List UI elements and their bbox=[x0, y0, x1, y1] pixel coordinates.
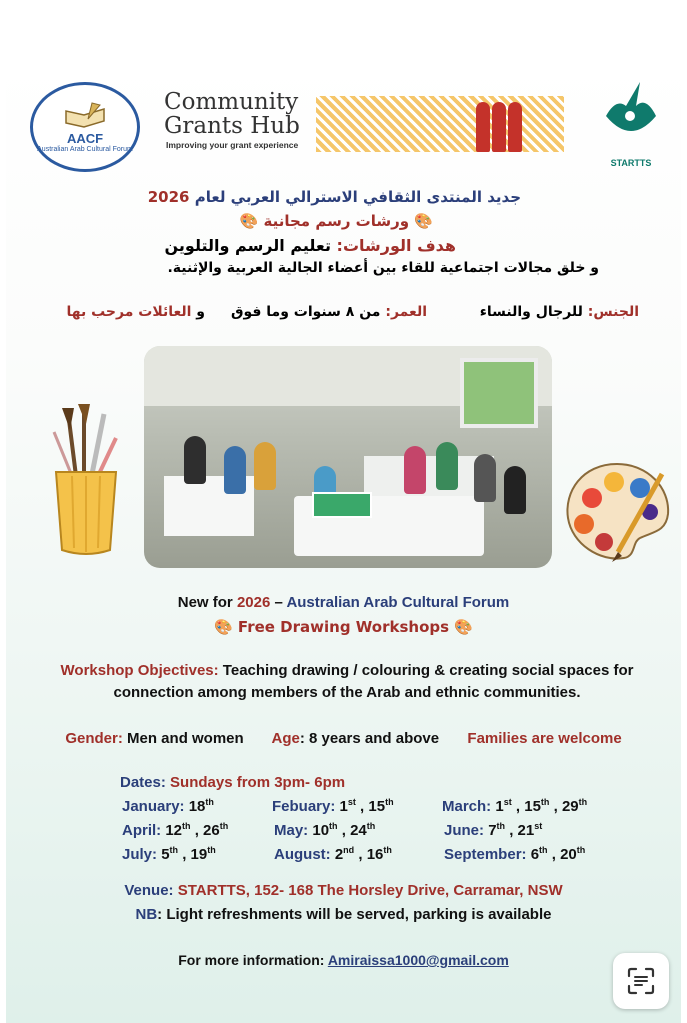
dates-value: Sundays from 3pm- 6pm bbox=[170, 774, 346, 791]
dates-grid bbox=[120, 797, 640, 869]
cgh-tagline: Improving your grant experience bbox=[166, 140, 299, 150]
date-suffix: th bbox=[383, 845, 392, 855]
date-suffix: th bbox=[540, 797, 550, 807]
cgh-line2: Grants Hub bbox=[164, 113, 300, 139]
date-day: 7 bbox=[488, 822, 497, 839]
arabic-age-key: العمر: bbox=[385, 304, 427, 320]
gender-age-row bbox=[6, 730, 681, 747]
date-suffix: th bbox=[207, 845, 216, 855]
date-suffix: th bbox=[169, 845, 179, 855]
age-value: : 8 years and above bbox=[299, 730, 440, 747]
arabic-goal-value: تعليم الرسم والتلوين bbox=[164, 236, 337, 255]
date-suffix: nd bbox=[343, 845, 355, 855]
date-day: 16 bbox=[366, 846, 384, 863]
workshop-illustration bbox=[144, 346, 552, 568]
arabic-gender-value: للرجال والنساء bbox=[479, 304, 588, 320]
arabic-age bbox=[231, 304, 427, 320]
arabic-families-prefix: و bbox=[191, 304, 205, 320]
month-label: July: bbox=[122, 846, 158, 863]
paint-palette-icon bbox=[562, 458, 672, 568]
arabic-goal bbox=[165, 236, 456, 255]
date-suffix: th bbox=[385, 797, 394, 807]
date-suffix: th bbox=[576, 845, 586, 855]
families-welcome: Families are welcome bbox=[467, 730, 622, 747]
venue-line bbox=[6, 882, 681, 899]
month-label: Febuary: bbox=[272, 798, 336, 815]
english-org: Australian Arab Cultural Forum bbox=[286, 594, 510, 611]
date-day: 19 bbox=[190, 846, 208, 863]
english-new-for: New for bbox=[177, 594, 237, 611]
date-day: 15 bbox=[368, 798, 386, 815]
date-suffix: th bbox=[539, 845, 548, 855]
date-day: 12 bbox=[165, 822, 183, 839]
month-label: March: bbox=[442, 798, 492, 815]
date-day: 20 bbox=[560, 846, 577, 863]
community-grants-hub-logo bbox=[164, 90, 564, 160]
dates-heading bbox=[120, 774, 345, 791]
aacf-logo-text: AACF bbox=[66, 131, 104, 146]
arabic-families-value: العائلات مرحب بها bbox=[66, 304, 192, 320]
month-label: September: bbox=[444, 846, 527, 863]
cgh-title bbox=[164, 90, 300, 138]
arabic-title-text: جديد المنتدى الثقافي الاسترالي العربي لعام bbox=[194, 188, 521, 206]
month-label: August: bbox=[274, 846, 331, 863]
age-key: Age bbox=[271, 730, 300, 747]
date-august: August: 2nd , 16th bbox=[274, 845, 392, 863]
date-day: 1 bbox=[495, 798, 504, 815]
aacf-logo-ring-text: Australian Arab Cultural Forum bbox=[37, 146, 133, 153]
date-day: 1 bbox=[339, 798, 348, 815]
month-label: January: bbox=[122, 798, 185, 815]
month-label: April: bbox=[122, 822, 162, 839]
dates-key: Dates: bbox=[120, 774, 171, 791]
gender-key: Gender: bbox=[65, 730, 128, 747]
more-info-label: For more information: bbox=[178, 952, 328, 968]
workshop-objectives bbox=[32, 660, 662, 704]
workshop-poster bbox=[6, 62, 681, 1023]
date-suffix: th bbox=[182, 821, 191, 831]
date-june: June: 7th , 21st bbox=[444, 821, 543, 839]
venue-value: STARTTS, 152- 168 The Horsley Drive, Carramar, NSW bbox=[177, 882, 563, 899]
date-suffix: th bbox=[219, 821, 229, 831]
date-day: 29 bbox=[561, 798, 579, 815]
date-suffix: th bbox=[366, 821, 376, 831]
text-scan-button[interactable] bbox=[613, 953, 669, 1009]
email-link[interactable]: Amiraissa1000@gmail.com bbox=[327, 952, 509, 968]
date-july: July: 5th , 19th bbox=[122, 845, 216, 863]
objectives-value: Teaching drawing / colouring & creating social spaces for connection among members of the Arab and ethnic communities. bbox=[113, 662, 634, 701]
arabic-goal-key: هدف الورشات: bbox=[336, 236, 456, 255]
date-day: 26 bbox=[203, 822, 220, 839]
startts-label: STARTTS bbox=[610, 158, 652, 168]
date-september: September: 6th , 20th bbox=[444, 845, 586, 863]
aacf-logo bbox=[30, 82, 140, 172]
arabic-gender bbox=[480, 304, 639, 320]
date-day: 5 bbox=[161, 846, 170, 863]
arabic-title bbox=[148, 188, 521, 206]
cgh-line1: Community bbox=[164, 89, 299, 115]
dates-row bbox=[120, 797, 640, 821]
arabic-age-value: من ٨ سنوات وما فوق bbox=[230, 304, 386, 320]
date-suffix: st bbox=[347, 797, 356, 807]
english-dash: – bbox=[270, 594, 287, 611]
date-april: April: 12th , 26th bbox=[122, 821, 229, 839]
date-suffix: st bbox=[503, 797, 512, 807]
date-suffix: th bbox=[496, 821, 506, 831]
date-suffix: th bbox=[329, 821, 338, 831]
arabic-gender-key: الجنس: bbox=[587, 304, 639, 320]
date-suffix: th bbox=[205, 797, 214, 807]
date-may: May: 10th , 24th bbox=[274, 821, 376, 839]
date-day: 2 bbox=[334, 846, 344, 863]
english-title bbox=[6, 594, 681, 611]
startts-mark-icon bbox=[596, 76, 666, 156]
date-february: Febuary: 1st , 15th bbox=[272, 797, 394, 815]
date-suffix: st bbox=[534, 821, 543, 831]
date-day: 15 bbox=[524, 798, 541, 815]
venue-key: Venue: bbox=[124, 882, 178, 899]
arabic-subtitle: 🎨 ورشات رسم مجانية 🎨 bbox=[239, 212, 433, 230]
more-info-line bbox=[6, 952, 681, 968]
nb-line bbox=[6, 906, 681, 923]
arabic-title-year: 2026 bbox=[147, 188, 190, 206]
date-day: 21 bbox=[517, 822, 535, 839]
gender-value: Men and women bbox=[127, 730, 244, 747]
arabic-families bbox=[66, 304, 205, 320]
startts-logo bbox=[596, 76, 666, 176]
date-march: March: 1st , 15th , 29th bbox=[442, 797, 588, 815]
date-suffix: th bbox=[578, 797, 588, 807]
paint-brushes-icon bbox=[46, 402, 126, 562]
text-scan-icon bbox=[627, 967, 655, 995]
people-figures-icon bbox=[476, 96, 528, 152]
date-january bbox=[122, 797, 214, 815]
month-label: June: bbox=[444, 822, 485, 839]
dates-row bbox=[120, 845, 640, 869]
dates-row bbox=[120, 821, 640, 845]
date-day: 24 bbox=[350, 822, 367, 839]
objectives-key: Workshop Objectives: bbox=[60, 662, 223, 679]
english-subtitle: 🎨 Free Drawing Workshops 🎨 bbox=[214, 618, 473, 636]
date-day: 6 bbox=[530, 846, 540, 863]
date-day: 10 bbox=[312, 822, 330, 839]
english-year: 2026 bbox=[236, 594, 271, 611]
book-quill-icon bbox=[62, 101, 108, 131]
nb-key: NB bbox=[135, 906, 158, 923]
arabic-goal-line2: و خلق مجالات اجتماعية للقاء بين أعضاء الجالية العربية والإثنية. bbox=[167, 260, 599, 276]
nb-value: : Light refreshments will be served, parking is available bbox=[157, 906, 552, 923]
date-day: 18 bbox=[188, 798, 206, 815]
month-label: May: bbox=[274, 822, 309, 839]
